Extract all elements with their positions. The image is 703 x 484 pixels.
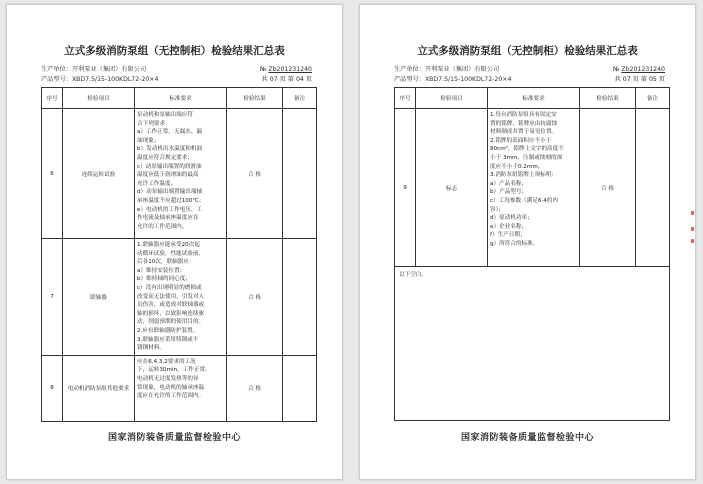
standard-line: 常现象，电动机的轴承座温	[137, 384, 205, 391]
blank-note: 以下空白。	[395, 267, 670, 421]
standard-line: 度应不小于0.2mm。	[490, 163, 544, 170]
document-title: 立式多级消防泵组（无控制柜）检验结果汇总表	[417, 45, 638, 57]
row-standard	[135, 109, 227, 239]
producer-value: 开利泵业（集团）有限公司	[71, 66, 147, 73]
standard-line: 承座温度不应超过100℃；	[137, 197, 205, 204]
report-page-5	[359, 4, 696, 480]
table-header-row	[42, 88, 317, 109]
issuing-organization: 国家消防装备质量监督检验中心	[107, 433, 241, 443]
standard-line: 允许工作温度；	[137, 180, 177, 187]
row-remark	[283, 355, 317, 421]
table-header-row	[395, 88, 670, 109]
standard-line: 改变而无法使用，引发对人	[137, 293, 205, 300]
row-result: 合 格	[227, 239, 283, 356]
standard-line: c）没有出现明显的磨损或	[137, 284, 202, 291]
standard-line: 电动机无过度发热等的异	[137, 375, 199, 382]
row-remark	[283, 239, 317, 356]
header-result: 检验结果	[227, 88, 283, 109]
row-no: 8	[42, 355, 63, 421]
seal-edge-mark	[691, 227, 694, 231]
standard-line: 小于 3mm，压制或蚀刻的深	[490, 154, 563, 161]
row-no: 7	[42, 239, 63, 356]
standard-line: e）电动机的工作电压、工	[137, 206, 202, 213]
table-row	[395, 109, 670, 267]
report-number-value: Zb201231240	[621, 66, 665, 73]
producer-value: 开利泵业（集团）有限公司	[424, 66, 500, 73]
standard-line: 容）；	[490, 206, 504, 213]
standard-line: 2.铭牌的表面积应不小于	[490, 137, 552, 144]
standard-line: 温度应符合规定要求；	[137, 154, 193, 161]
issuing-organization: 国家消防装备质量监督检验中心	[460, 433, 594, 443]
model-value: XBD7.5/15-100KDL72-20×4	[424, 76, 512, 83]
standard-line: e）企业名称；	[490, 223, 528, 230]
standard-line: 动循环试验，性能试验前、	[137, 250, 205, 257]
model-value: XBD7.5/15-100KDL72-20×4	[71, 76, 159, 83]
standard-line: 温度应低于润滑油的最高	[137, 172, 199, 179]
row-remark	[283, 109, 317, 239]
results-table	[41, 87, 317, 422]
standard-line: 材料制成并置于易见位置。	[490, 129, 558, 136]
standard-line: 度应在允许的工作范围内。	[137, 393, 205, 400]
row-item: 标志	[416, 109, 488, 267]
standard-line: 轴的损坏，以致影响连续驱	[137, 310, 205, 317]
header-standard: 标准要求	[135, 88, 227, 109]
row-no: 6	[42, 109, 63, 239]
standard-line: d）动泵输出端置输出端轴	[137, 189, 203, 196]
standard-line: a）产品名称；	[490, 180, 527, 187]
table-row	[42, 239, 317, 356]
seal-edge-mark	[691, 239, 694, 243]
row-standard	[135, 239, 227, 356]
standard-line: 3.联轴器应采用铸钢或不	[137, 336, 199, 343]
standard-line: b）维持轴的同心度；	[137, 276, 191, 283]
standard-line: d）原动机功率；	[490, 215, 533, 222]
standard-line: 2.应有联轴器防护装置。	[137, 327, 199, 334]
standard-line: 应在6.4.3.2要求的工况	[137, 358, 196, 365]
producer-line	[41, 66, 146, 74]
table-row	[42, 355, 317, 421]
standard-line: 油现象；	[137, 137, 160, 144]
header-item: 检验项目	[416, 88, 488, 109]
model-line	[41, 76, 158, 84]
report-number-value: Zb201231240	[268, 66, 312, 73]
standard-line: c）动泵输出端置的润滑油	[137, 163, 202, 170]
standard-line: 合下列要求：	[137, 120, 171, 127]
standard-line: 后各10次，联轴器应：	[137, 259, 195, 266]
row-result: 合 格	[227, 355, 283, 421]
table-row	[42, 109, 317, 239]
document-title: 立式多级消防泵组（无控制柜）检验结果汇总表	[64, 45, 285, 57]
standard-line: 锈钢材料。	[137, 345, 165, 352]
standard-line: 80cm²，铭牌上文字的高度不	[490, 146, 564, 153]
page-info: 共 07 页 第 04 页	[261, 76, 312, 83]
header-standard: 标准要求	[488, 88, 580, 109]
seal-edge-mark	[691, 211, 694, 215]
producer-label: 生产单位：	[41, 66, 72, 73]
model-label: 产品型号：	[41, 76, 72, 83]
report-number	[613, 66, 665, 74]
header-item: 检验项目	[63, 88, 135, 109]
row-item: 连续运转试验	[63, 109, 135, 239]
blank-row	[395, 267, 670, 421]
page-info: 共 07 页 第 05 页	[614, 76, 665, 83]
standard-line: 泵动机和泵轴出端应符	[137, 112, 193, 118]
header-remark: 备注	[283, 88, 317, 109]
row-item: 电动机消防泵组其他要求	[63, 355, 135, 421]
row-result: 合 格	[227, 109, 283, 239]
model-label: 产品型号：	[394, 76, 425, 83]
header-no: 序号	[42, 88, 63, 109]
standard-line: f）生产日期；	[490, 232, 526, 239]
row-standard	[135, 355, 227, 421]
row-item: 联轴器	[63, 239, 135, 356]
header-no: 序号	[395, 88, 416, 109]
standard-line: b）发动机出水温度和机油	[137, 146, 203, 153]
standard-line: 3.消防泵组铭牌上须标明：	[490, 172, 557, 179]
standard-line: 下，运转30min，工作正常，	[137, 367, 211, 374]
row-standard	[488, 109, 580, 267]
standard-line: 置的铭牌，铭牌应由抗腐蚀	[490, 120, 558, 127]
row-no: 9	[395, 109, 416, 267]
standard-line: 1.联轴器应能承受20次起	[137, 242, 200, 248]
report-page-4	[6, 4, 343, 480]
results-table	[394, 87, 670, 421]
standard-line: b）产品型号；	[490, 189, 528, 196]
producer-line	[394, 66, 499, 74]
standard-line: 作电流及轴承座温度应在	[137, 215, 199, 222]
standard-line: g）所符合的标准。	[490, 240, 539, 247]
header-result: 检验结果	[580, 88, 636, 109]
standard-line: a）维持安装位置；	[137, 267, 186, 274]
report-number-label: №	[259, 66, 267, 73]
row-result: 合 格	[580, 109, 636, 267]
model-line	[394, 76, 511, 84]
standard-line: c）工况参数（满足6.4的内	[490, 197, 558, 204]
producer-label: 生产单位：	[394, 66, 425, 73]
standard-line: 动，削弱预期的使用目的。	[137, 319, 205, 326]
report-number-label: №	[612, 66, 620, 73]
report-number	[260, 66, 312, 74]
standard-line: a）工作正常，无漏水、漏	[137, 129, 202, 136]
standard-line: 1.每台消防泵组具有固定安	[490, 112, 557, 118]
standard-line: 员伤害，或造成对联轴器或	[137, 302, 205, 309]
standard-line: 允许的工作范围内。	[137, 223, 188, 230]
row-remark	[636, 109, 670, 267]
header-remark: 备注	[636, 88, 670, 109]
